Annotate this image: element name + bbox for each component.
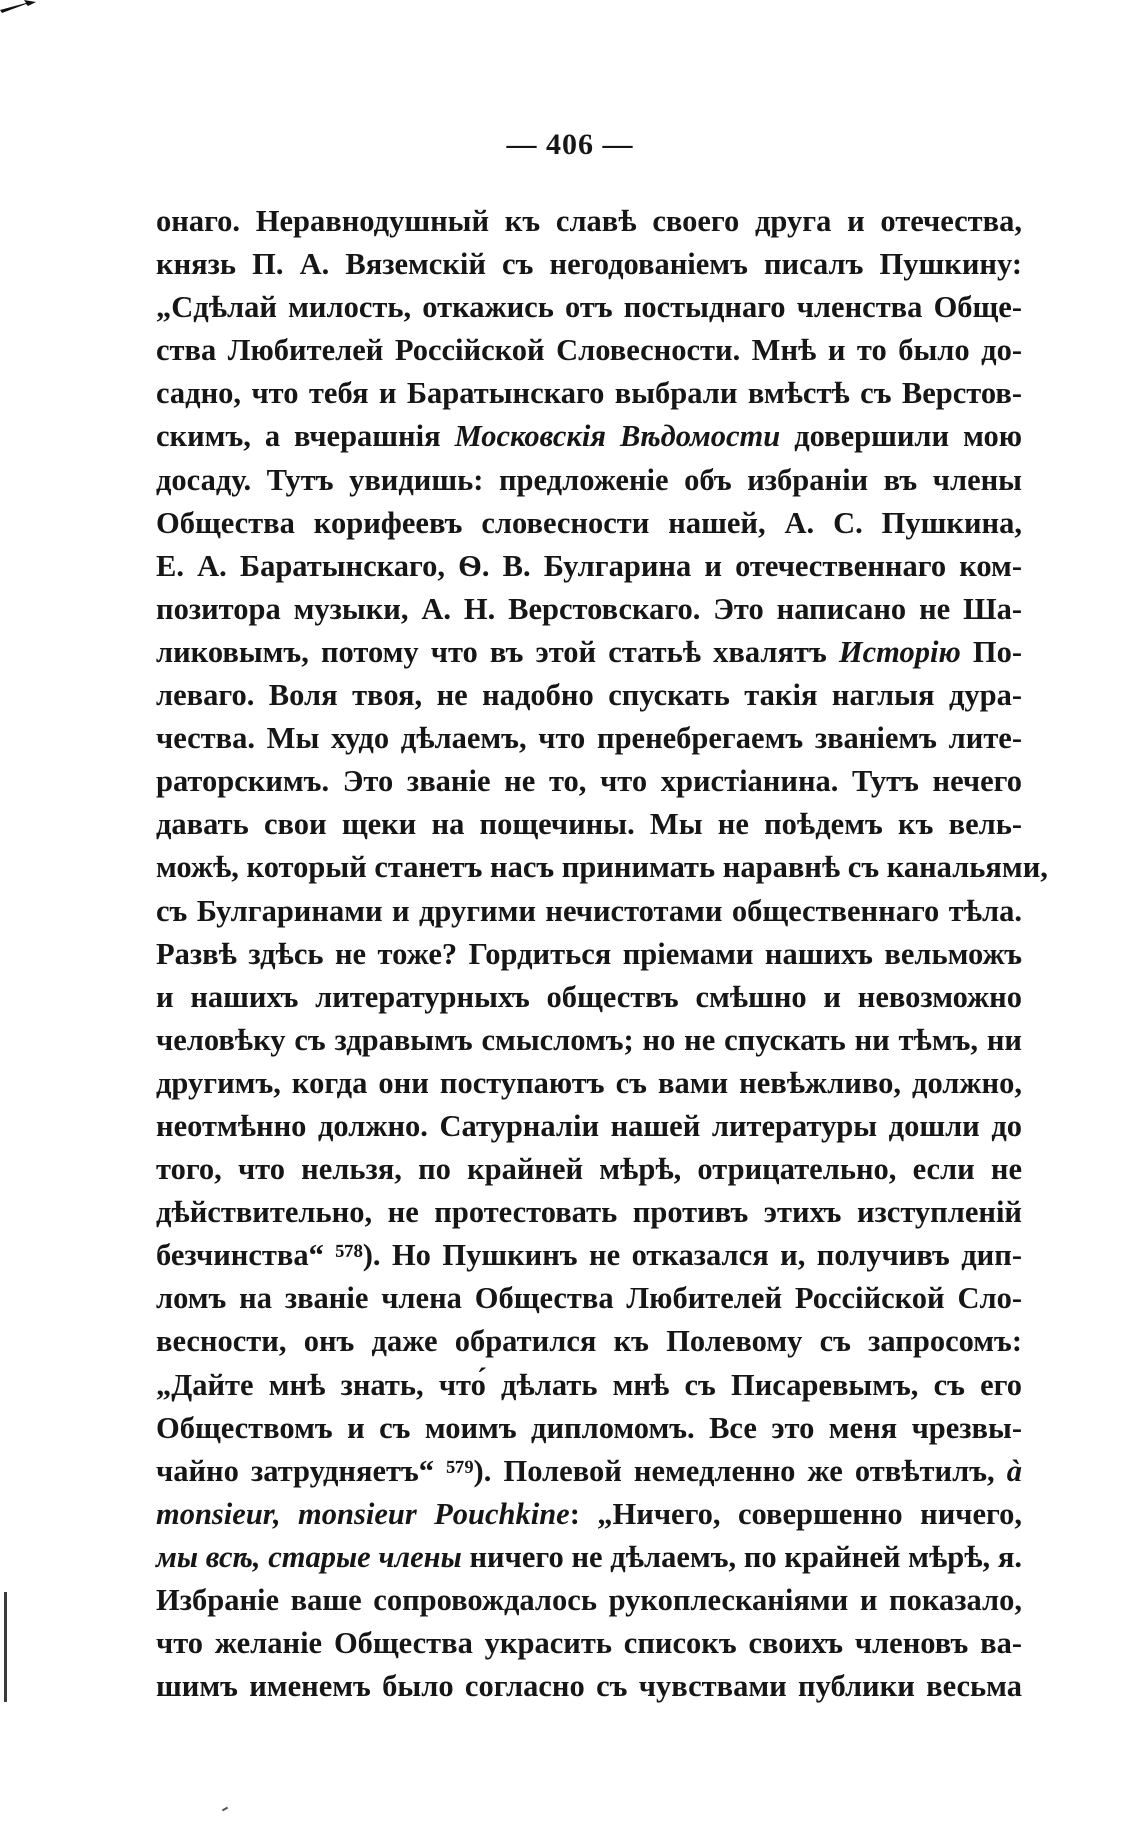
text-segment: князь П. А. Вяземскій съ негодованіемъ писалъ Пушкину:	[156, 247, 1022, 282]
text-segment: садно, что тебя и Баратынскаго выбрали вмѣстѣ съ Верстов-	[156, 376, 1022, 411]
text-line	[156, 1364, 1022, 1407]
italic-text-segment: à	[1006, 1453, 1022, 1488]
text-segment: весности, онъ даже обратился къ Полевому съ запросомъ:	[156, 1324, 1022, 1359]
text-line	[156, 545, 1022, 588]
text-line	[156, 502, 1022, 545]
text-segment: и нашихъ литературныхъ обществъ смѣшно и невозможно	[156, 979, 1022, 1014]
text-line	[156, 803, 1022, 846]
text-line	[156, 1622, 1022, 1665]
text-line	[156, 631, 1022, 674]
text-segment: Общества корифеевъ словесности нашей, А. С. Пушкина,	[156, 505, 1022, 540]
text-line	[156, 588, 1022, 631]
text-line	[156, 717, 1022, 760]
text-segment: другимъ, когда они поступаютъ съ вами невѣжливо, должно,	[156, 1065, 1022, 1100]
text-segment: досаду. Тутъ увидишь: предложеніе объ избраніи въ члены	[156, 462, 1022, 497]
italic-text-segment: monsieur, monsieur Pouchkine	[156, 1496, 570, 1531]
text-line	[156, 1062, 1022, 1105]
text-line	[156, 1234, 1022, 1277]
italic-text-segment: Исторію	[838, 634, 961, 669]
text-segment: чайно затрудняетъ“ ⁵⁷⁹). Полевой немедленно же отвѣтилъ,	[156, 1453, 1007, 1488]
text-line	[156, 1148, 1022, 1191]
text-line	[156, 1191, 1022, 1234]
italic-text-segment: Московскія Вѣдомости	[454, 419, 781, 454]
text-segment: По-	[960, 634, 1022, 669]
text-line	[156, 976, 1022, 1019]
text-line	[156, 286, 1022, 329]
text-segment: чества. Мы худо дѣлаемъ, что пренебрегаемъ званіемъ лите-	[156, 721, 1022, 756]
text-segment: Е. А. Баратынскаго, Ѳ. В. Булгарина и отечественнаго ком-	[156, 548, 1022, 583]
text-segment: Развѣ здѣсь не тоже? Гордиться пріемами нашихъ вельможъ	[156, 936, 1022, 971]
text-segment: „Сдѣлай милость, откажись отъ постыднаго членства Обще-	[156, 290, 1022, 325]
text-line	[156, 1665, 1022, 1708]
text-line	[156, 674, 1022, 717]
text-segment: ломъ на званіе члена Общества Любителей Россійской Сло-	[156, 1281, 1022, 1316]
text-line	[156, 1019, 1022, 1062]
text-line	[156, 329, 1022, 372]
text-segment: раторскимъ. Это званіе не то, что христіанина. Тутъ нечего	[156, 764, 1022, 799]
text-segment: позитора музыки, А. Н. Верстовскаго. Это написано не Ша-	[156, 591, 1022, 626]
text-line	[156, 890, 1022, 933]
text-segment: ликовымъ, потому что въ этой статьѣ хвалятъ	[156, 634, 839, 669]
text-segment: можѣ, который станетъ насъ принимать наравнѣ съ канальями,	[156, 850, 1048, 885]
text-line	[156, 760, 1022, 803]
scan-speck	[222, 1807, 228, 1812]
italic-text-segment: мы всѣ, старые члены	[156, 1539, 462, 1574]
text-segment: : „Ничего, совершенно ничего,	[569, 1496, 1022, 1531]
text-segment: безчинства“ ⁵⁷⁸). Но Пушкинъ не отказался и, получивъ дип-	[156, 1238, 1022, 1273]
text-line	[156, 459, 1022, 502]
body-text	[156, 200, 1048, 1708]
text-line	[156, 372, 1022, 415]
scan-corner-mark	[0, 0, 40, 14]
text-segment: человѣку съ здравымъ смысломъ; но не спускать ни тѣмъ, ни	[156, 1022, 1022, 1057]
text-segment: „Дайте мнѣ знать, что́ дѣлать мнѣ съ Писаревымъ, съ его	[156, 1367, 1022, 1402]
text-segment: неотмѣнно должно. Сатурналіи нашей литературы дошли до	[156, 1108, 1022, 1143]
text-segment: леваго. Воля твоя, не надобно спускать такія наглыя дура-	[156, 678, 1022, 713]
text-segment: Обществомъ и съ моимъ дипломомъ. Все это меня чрезвы-	[156, 1410, 1022, 1445]
text-line	[156, 846, 1048, 889]
text-line	[156, 200, 1022, 243]
text-line	[156, 415, 1022, 458]
text-line	[156, 1277, 1022, 1320]
text-segment: довершили мою	[780, 419, 1023, 454]
text-segment: что желаніе Общества украсить списокъ своихъ членовъ ва-	[156, 1626, 1022, 1661]
text-line	[156, 1536, 1022, 1579]
text-line	[156, 1407, 1022, 1450]
text-line	[156, 1320, 1022, 1363]
text-segment: дѣйствительно, не протестовать противъ этихъ изступленій	[156, 1195, 1022, 1230]
text-segment: того, что нельзя, по крайней мѣрѣ, отрицательно, если не	[156, 1152, 1022, 1187]
text-segment: онаго. Неравнодушный къ славѣ своего друга и отечества,	[156, 204, 1022, 238]
text-segment: давать свои щеки на пощечины. Мы не поѣдемъ къ вель-	[156, 807, 1022, 842]
text-line	[156, 1493, 1022, 1536]
text-segment: съ Булгаринами и другими нечистотами общественнаго тѣла.	[156, 893, 1022, 928]
text-line	[156, 933, 1022, 976]
text-line	[156, 1579, 1022, 1622]
text-segment: скимъ, а вчерашнія	[156, 419, 455, 454]
text-segment: шимъ именемъ было согласно съ чувствами публики весьма	[156, 1669, 1022, 1704]
text-segment: Избраніе ваше сопровождалось рукоплесканіями и показало,	[156, 1583, 1022, 1617]
scan-edge-mark	[4, 1592, 7, 1702]
text-line	[156, 243, 1022, 286]
text-line	[156, 1450, 1022, 1493]
page-number: — 406 —	[506, 128, 634, 161]
text-segment: ства Любителей Россійской Словесности. Мнѣ и то было до-	[156, 333, 1022, 368]
text-segment: ничего не дѣлаемъ, по крайней мѣрѣ, я.	[461, 1539, 1022, 1574]
text-line	[156, 1105, 1022, 1148]
